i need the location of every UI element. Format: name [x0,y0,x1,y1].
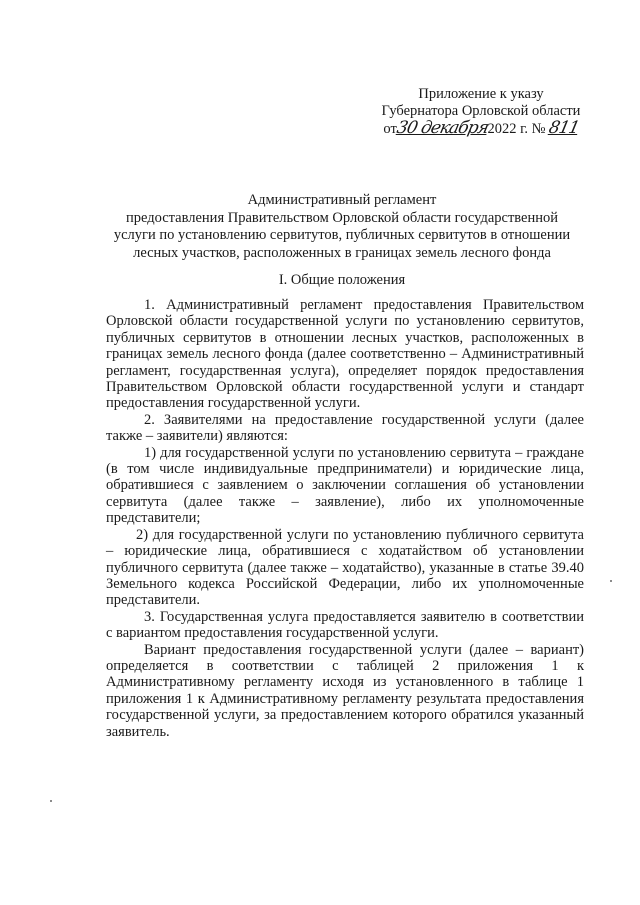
section-heading: I. Общие положения [278,272,406,288]
appendix-line-2: Губернатора Орловской области [381,103,581,119]
paragraph-2-item-2: 2) для государственной услуги по установлению публичного сервитута – юридические лица, обратившиеся с ходатайством об установлении публичного сервитута (далее также – ходатайство), указанные в статье 39.40 Земельного кодекса Российской Федерации, либо их уполномоченные представители. [106,526,584,609]
scan-speck [50,800,52,802]
document-body [106,297,584,740]
title-line-3: услуги по установлению сервитутов, публичных сервитутов в отношении [113,227,571,243]
paragraph-3-variant: Вариант предоставления государственной услуги (далее – вариант) определяется в соответствии с таблицей 2 приложения 1 к Административному регламенту исходя из установленного в таблице 1 приложения 1 к Административному регламенту результата предоставления государственной услуги, за предоставлением которого обратился указанный заявитель. [106,641,584,740]
date-prefix: от [383,121,397,137]
paragraph-3: 3. Государственная услуга предоставляется заявителю в соответствии с вариантом предоставления государственной услуги. [106,608,584,642]
document-title [100,192,584,262]
scan-speck [610,580,612,582]
date-suffix: 2022 г. № [487,121,546,137]
handwritten-number: 811 [547,118,581,138]
title-line-2: предоставления Правительством Орловской области государственной [125,209,559,226]
paragraph-1: 1. Административный регламент предоставления Правительством Орловской области государственной услуги по установлению сервитутов, публичных сервитутов в отношении лесных участков, расположенных в границах земель лесного фонда (далее соответственно – Административный регламент, государственная услуга), определяет порядок предоставления Правительством Орловской области государственной услуги и стандарт предоставления государственной услуги. [106,297,584,412]
appendix-date-line [376,120,586,138]
paragraph-2-item-1: 1) для государственной услуги по установлению сервитута – граждане (в том числе индивидуальные предприниматели) и юридические лица, обратившиеся с заявлением о заключении соглашения об установлении сервитута (далее также – заявление), либо их уполномоченные представители; [106,444,584,527]
handwritten-date: 30 декабря [394,118,490,138]
appendix-line-1: Приложение к указу [418,86,544,102]
paragraph-2: 2. Заявителями на предоставление государственной услуги (далее также – заявители) являются: [106,411,584,445]
title-line-1: Административный регламент [247,192,437,208]
appendix-header [376,86,586,138]
title-line-4: лесных участков, расположенных в границах земель лесного фонда [133,244,551,261]
